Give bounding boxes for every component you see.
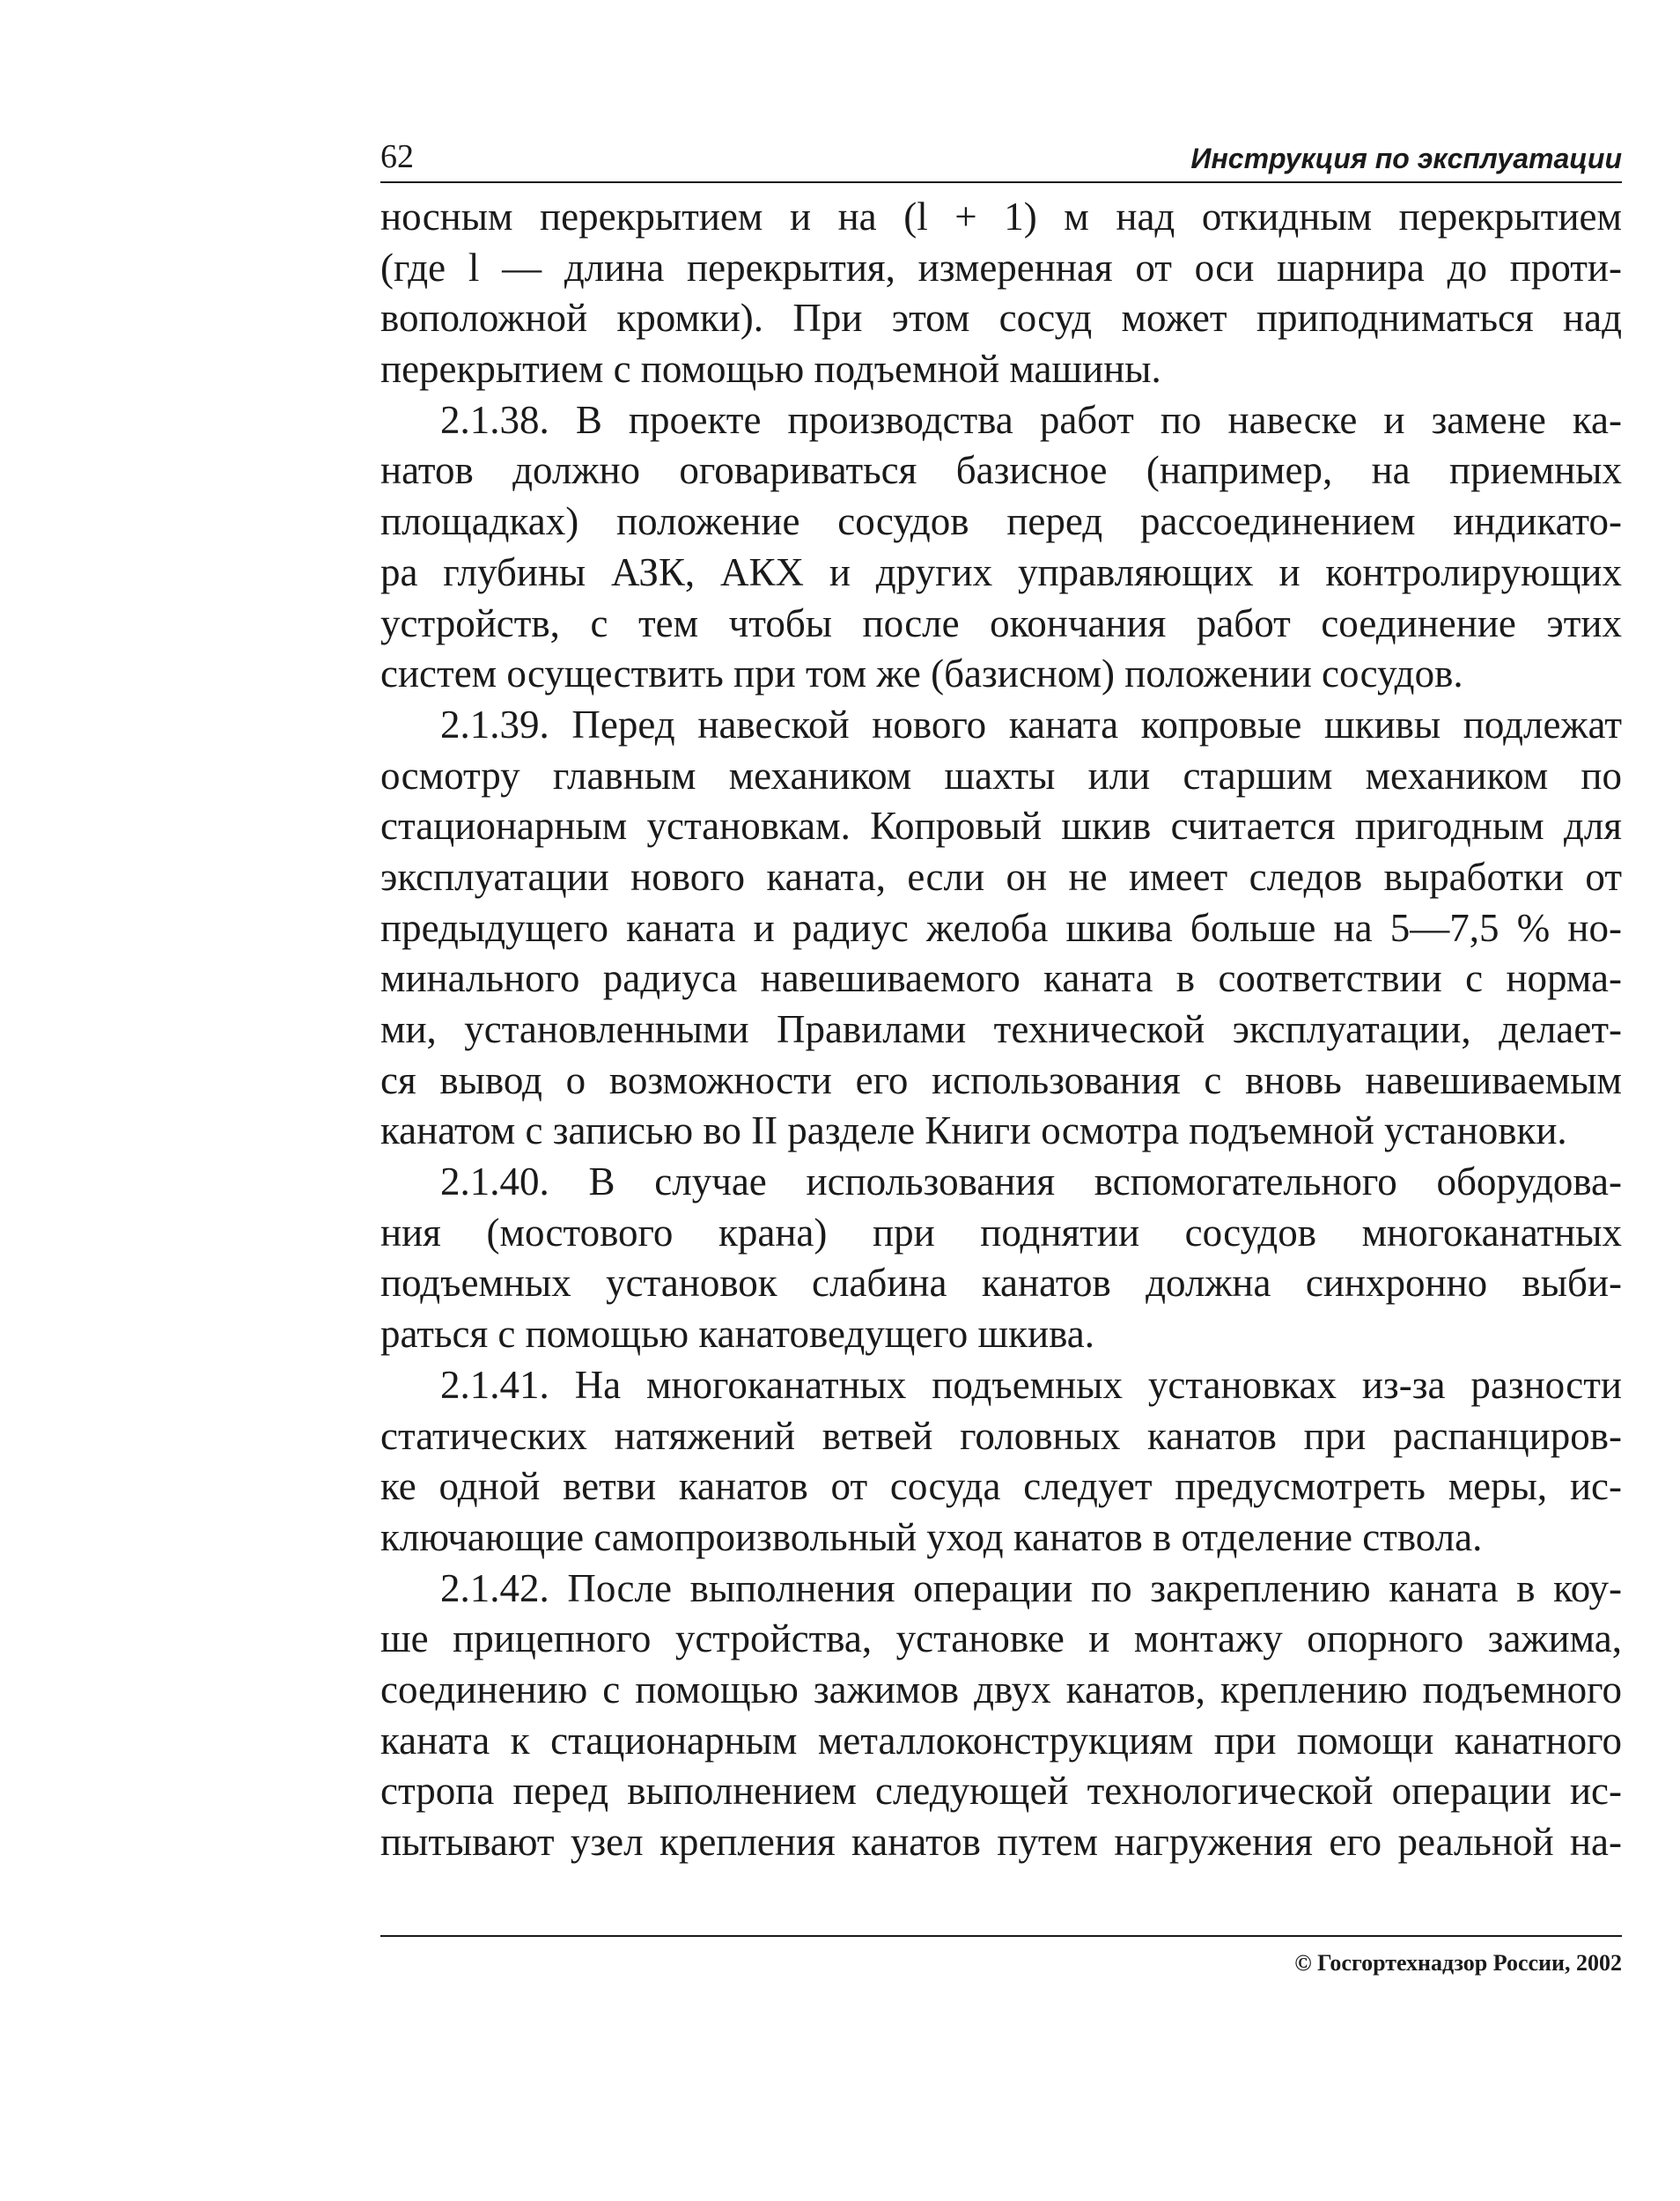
text-line: эксплуатации нового каната, если он не имеет следов выработки от xyxy=(380,854,1622,899)
text-line: ключающие самопроизвольный уход канатов в отделение ствола. xyxy=(380,1514,1483,1559)
running-head xyxy=(380,130,1622,183)
header-rule xyxy=(380,181,1622,183)
text-line: пытывают узел крепления канатов путем нагружения его реальной на- xyxy=(380,1820,1622,1864)
paragraph-start-2-1-41: 2.1.41. На многоканатных подъемных установках из-за разности xyxy=(440,1362,1622,1407)
copyright-notice: © Госгортехнадзор России, 2002 xyxy=(1294,1950,1622,1976)
text-line: воположной кромки). При этом сосуд может приподниматься над xyxy=(380,296,1622,341)
page-number: 62 xyxy=(380,138,414,175)
text-line: соединению с помощью зажимов двух канатов, креплению подъемного xyxy=(380,1667,1622,1711)
text-line: предыдущего каната и радиус желоба шкива больше на 5—7,5 % но- xyxy=(380,905,1622,950)
text-line: ше прицепного устройства, установке и монтажу опорного зажима, xyxy=(380,1616,1622,1661)
text-line: статических натяжений ветвей головных канатов при распанциров- xyxy=(380,1413,1622,1458)
text-line: перекрытием с помощью подъемной машины. xyxy=(380,347,1161,392)
text-line: осмотру главным механиком шахты или старшим механиком по xyxy=(380,753,1622,798)
footer-rule xyxy=(380,1935,1622,1937)
text-line: подъемных установок слабина канатов должна синхронно выби- xyxy=(380,1261,1622,1306)
text-line: ке одной ветви канатов от сосуда следует предусмотреть меры, ис- xyxy=(380,1464,1622,1509)
text-line: (где l — длина перекрытия, измеренная от оси шарнира до проти- xyxy=(380,245,1622,290)
text-line: стропа перед выполнением следующей технологической операции ис- xyxy=(380,1769,1622,1814)
text-line: натов должно оговариваться базисное (например, на приемных xyxy=(380,448,1622,493)
paragraph-start-2-1-42: 2.1.42. После выполнения операции по закреплению каната в коу- xyxy=(440,1565,1622,1610)
text-line: ра глубины АЗК, АКХ и других управляющих и контролирующих xyxy=(380,549,1622,594)
text-line: устройств, с тем чтобы после окончания работ соединение этих xyxy=(380,600,1622,645)
running-title: Инструкция по эксплуатации xyxy=(1190,143,1622,174)
text-line: стационарным установкам. Копровый шкив считается пригодным для xyxy=(380,804,1622,849)
paragraph-start-2-1-38: 2.1.38. В проекте производства работ по навеске и замене ка- xyxy=(440,397,1622,442)
text-line: минального радиуса навешиваемого каната в соответствии с норма- xyxy=(380,956,1622,1001)
text-line: ся вывод о возможности его использования с вновь навешиваемым xyxy=(380,1057,1622,1102)
text-line: ния (мостового крана) при поднятии сосудов многоканатных xyxy=(380,1210,1622,1255)
text-line: каната к стационарным металлоконструкциям при помощи канатного xyxy=(380,1718,1622,1763)
text-line: ми, установленными Правилами технической эксплуатации, делает- xyxy=(380,1007,1622,1051)
text-line: носным перекрытием и на (l + 1) м над откидным перекрытием xyxy=(380,195,1622,239)
text-line: раться с помощью канатоведущего шкива. xyxy=(380,1312,1094,1357)
body-text xyxy=(380,192,1622,1868)
text-line: площадках) положение сосудов перед рассоединением индикато- xyxy=(380,499,1622,544)
paragraph-start-2-1-39: 2.1.39. Перед навеской нового каната копровые шкивы подлежат xyxy=(440,702,1622,747)
text-line: систем осуществить при том же (базисном) положении сосудов. xyxy=(380,651,1463,696)
text-line: канатом с записью во II разделе Книги осмотра подъемной установки. xyxy=(380,1108,1567,1153)
paragraph-start-2-1-40: 2.1.40. В случае использования вспомогательного оборудова- xyxy=(440,1159,1622,1204)
